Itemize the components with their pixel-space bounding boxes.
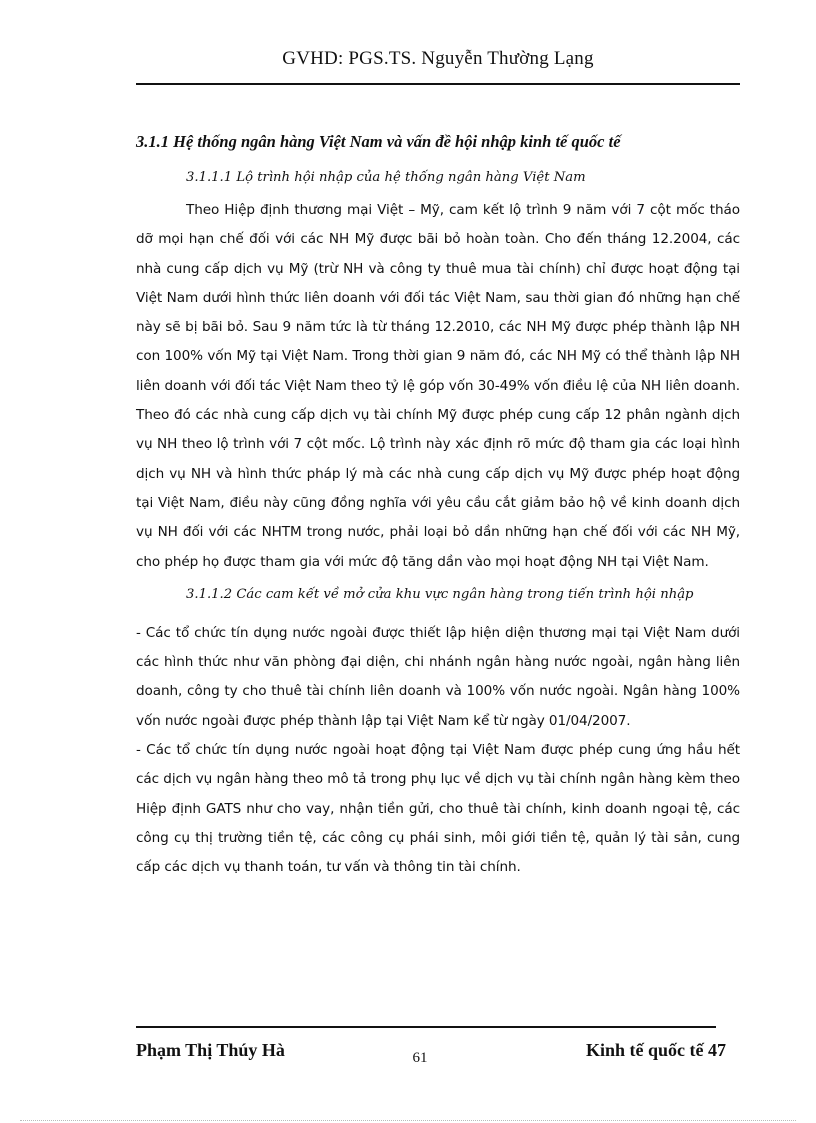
page-header-title: GVHD: PGS.TS. Nguyễn Thường Lạng (282, 48, 594, 69)
section-heading: 3.1.1 Hệ thống ngân hàng Việt Nam và vấn đề hội nhập kinh tế quốc tế (136, 132, 621, 151)
bullet-paragraph-1: - Các tổ chức tín dụng nước ngoài được thiết lập hiện diện thương mại tại Việt Nam dưới các hình thức như văn phòng đại diện, chi nhánh ngân hàng nước ngoài, ngân hàng liên doanh, công ty cho thuê tài chính liên doanh và 100% vốn nước ngoài. Ngân hàng 100% vốn nước ngoài được phép thành lập tại Việt Nam kể từ ngày 01/04/2007. (136, 624, 740, 729)
subsection-1-heading: 3.1.1.1 Lộ trình hội nhập của hệ thống ngân hàng Việt Nam (186, 170, 586, 185)
page-number: 61 (412, 1050, 428, 1066)
footer-class-name: Kinh tế quốc tế 47 (585, 1040, 726, 1060)
footer-divider (136, 1026, 716, 1028)
header-divider (136, 83, 740, 85)
footer-author: Phạm Thị Thúy Hà (136, 1040, 285, 1060)
bullet-paragraph-2: - Các tổ chức tín dụng nước ngoài hoạt động tại Việt Nam được phép cung ứng hầu hết các dịch vụ ngân hàng theo mô tả trong phụ lục về dịch vụ tài chính ngân hàng kèm theo Hiệp định GATS như cho vay, nhận tiền gửi, cho thuê tài chính, kinh doanh ngoại tệ, các công cụ thị trường tiền tệ, các công cụ phái sinh, môi giới tiền tệ, quản lý tài sản, cung cấp các dịch vụ thanh toán, tư vấn và thông tin tài chính. (136, 742, 740, 876)
subsection-1-paragraph: Theo Hiệp định thương mại Việt – Mỹ, cam kết lộ trình 9 năm với 7 cột mốc tháo dỡ mọi hạn chế đối với các NH Mỹ được bãi bỏ hoàn toàn. Cho đến tháng 12.2004, các nhà cung cấp dịch vụ Mỹ (trừ NH và công ty thuê mua tài chính) chỉ được hoạt động tại Việt Nam dưới hình thức liên doanh với đối tác Việt Nam, sau thời gian đó những hạn chế này sẽ bị bãi bỏ. Sau 9 năm tức là từ tháng 12.2010, các NH Mỹ được phép thành lập NH con 100% vốn Mỹ tại Việt Nam. Trong thời gian 9 năm đó, các NH Mỹ có thể thành lập NH liên doanh với đối tác Việt Nam theo tỷ lệ góp vốn 30-49% vốn điều lệ của NH liên doanh. Theo đó các nhà cung cấp dịch vụ tài chính Mỹ được phép cung cấp 12 phân ngành dịch vụ NH theo lộ trình với 7 cột mốc. Lộ trình này xác định rõ mức độ tham gia các loại hình dịch vụ NH và hình thức pháp lý mà các nhà cung cấp dịch vụ Mỹ được phép hoạt động tại Việt Nam, điều này cũng đồng nghĩa với yêu cầu cắt giảm bảo hộ về kinh doanh dịch vụ NH đối với các NHTM trong nước, phải loại bỏ dần những hạn chế đối với các NH Mỹ, cho phép họ được tham gia với mức độ tăng dần vào mọi hoạt động NH tại Việt Nam. (136, 202, 740, 570)
subsection-2-heading: 3.1.1.2 Các cam kết về mở cửa khu vực ngân hàng trong tiến trình hội nhập (186, 586, 694, 602)
document-body (136, 124, 740, 883)
page-bottom-border (20, 1120, 796, 1121)
